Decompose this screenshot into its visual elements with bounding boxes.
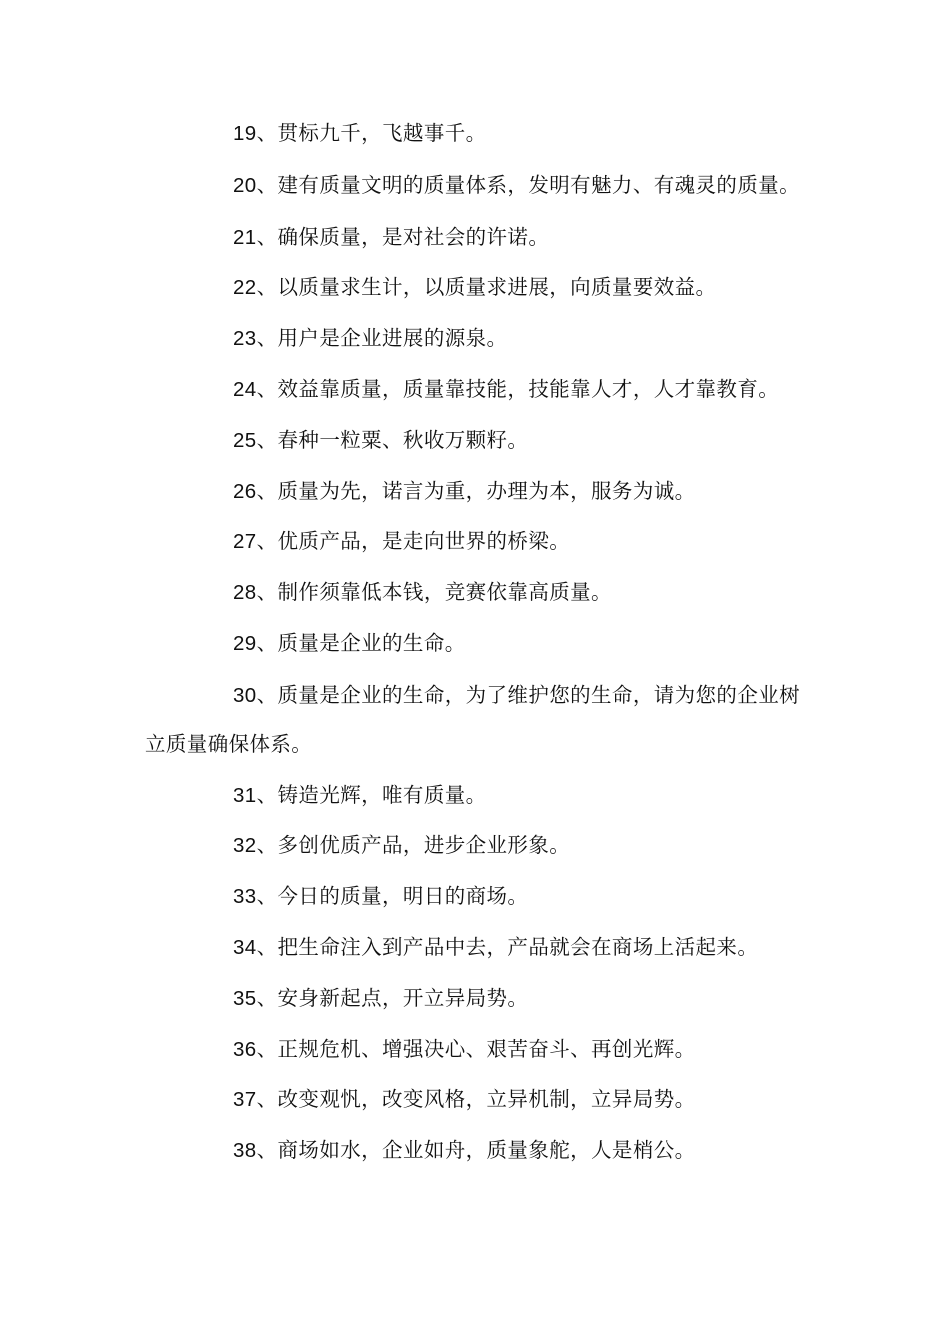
item-text: 效益靠质量，质量靠技能，技能靠人才，人才靠教育。 bbox=[277, 376, 780, 401]
item-text: 把生命注入到产品中去，产品就会在商场上活起来。 bbox=[277, 934, 759, 959]
item-text: 安身新起点，开立异局势。 bbox=[277, 985, 529, 1010]
item-number: 23 bbox=[233, 327, 257, 351]
item-number: 38 bbox=[233, 1139, 257, 1163]
paragraph-25 bbox=[145, 417, 815, 464]
item-number: 36 bbox=[233, 1037, 257, 1061]
item-text: 多创优质产品，进步企业形象。 bbox=[277, 833, 571, 858]
item-text: 改变观忛，改变风格，立异机制，立异局势。 bbox=[277, 1087, 696, 1112]
item-text: 春种一粒粟、秋收万颗籽。 bbox=[277, 427, 529, 452]
paragraph-34 bbox=[145, 924, 815, 971]
item-text: 建有质量文明的质量体系，发明有魅力、有魂灵的质量。 bbox=[277, 172, 801, 197]
paragraph-26 bbox=[145, 468, 815, 515]
paragraph-31 bbox=[145, 772, 815, 819]
item-number: 30 bbox=[233, 683, 257, 707]
item-number: 21 bbox=[233, 225, 257, 249]
paragraph-36 bbox=[145, 1026, 815, 1073]
paragraph-22 bbox=[145, 264, 815, 311]
paragraph-38 bbox=[145, 1127, 815, 1174]
item-number: 19 bbox=[233, 122, 257, 145]
item-number: 32 bbox=[233, 834, 257, 858]
item-separator: 、 bbox=[256, 833, 278, 858]
paragraph-30 bbox=[145, 671, 815, 768]
item-number: 37 bbox=[233, 1088, 257, 1112]
item-text: 贯标九千，飞越事千。 bbox=[277, 121, 487, 145]
paragraph-37 bbox=[145, 1076, 815, 1123]
item-text: 今日的质量，明日的商场。 bbox=[277, 884, 529, 909]
item-separator: 、 bbox=[256, 934, 278, 959]
item-number: 31 bbox=[233, 783, 257, 807]
item-text: 铸造光辉，唯有质量。 bbox=[277, 782, 487, 807]
item-text: 确保质量，是对社会的许诺。 bbox=[277, 224, 550, 249]
item-number: 26 bbox=[233, 479, 257, 503]
item-number: 28 bbox=[233, 581, 257, 605]
paragraph-24 bbox=[145, 366, 815, 413]
item-text: 用户是企业进展的源泉。 bbox=[277, 326, 508, 351]
item-separator: 、 bbox=[256, 121, 278, 145]
document-body bbox=[145, 110, 815, 1178]
item-separator: 、 bbox=[256, 1036, 278, 1061]
paragraph-35 bbox=[145, 975, 815, 1022]
item-number: 20 bbox=[233, 173, 257, 197]
paragraph-19 bbox=[145, 110, 815, 157]
item-separator: 、 bbox=[256, 326, 278, 351]
item-text: 优质产品，是走向世界的桥梁。 bbox=[277, 529, 571, 554]
item-separator: 、 bbox=[256, 782, 278, 807]
item-separator: 、 bbox=[256, 884, 278, 909]
item-separator: 、 bbox=[256, 630, 278, 655]
paragraph-33 bbox=[145, 873, 815, 920]
item-text: 以质量求生计，以质量求进展，向质量要效益。 bbox=[277, 275, 717, 300]
item-separator: 、 bbox=[256, 172, 278, 197]
item-separator: 、 bbox=[256, 478, 278, 503]
paragraph-20 bbox=[145, 161, 815, 210]
item-text: 制作须靠低本钱，竞赛依靠高质量。 bbox=[277, 580, 612, 605]
paragraph-28 bbox=[145, 569, 815, 616]
item-separator: 、 bbox=[256, 529, 278, 554]
item-text: 质量为先，诺言为重，办理为本，服务为诚。 bbox=[277, 478, 696, 503]
item-separator: 、 bbox=[256, 1087, 278, 1112]
item-separator: 、 bbox=[256, 580, 278, 605]
paragraph-29 bbox=[145, 620, 815, 667]
item-text: 商场如水，企业如舟，质量象舵，人是梢公。 bbox=[277, 1138, 696, 1163]
item-number: 27 bbox=[233, 530, 257, 554]
item-number: 33 bbox=[233, 885, 257, 909]
item-text: 质量是企业的生命，为了维护您的生命，请为您的企业树立质量确保体系。 bbox=[145, 682, 801, 756]
item-separator: 、 bbox=[256, 985, 278, 1010]
paragraph-32 bbox=[145, 822, 815, 869]
item-separator: 、 bbox=[256, 224, 278, 249]
item-text: 正规危机、增强决心、艰苦奋斗、再创光辉。 bbox=[277, 1036, 696, 1061]
paragraph-27 bbox=[145, 518, 815, 565]
item-separator: 、 bbox=[256, 427, 278, 452]
paragraph-23 bbox=[145, 315, 815, 362]
item-number: 29 bbox=[233, 631, 257, 655]
item-separator: 、 bbox=[256, 376, 278, 401]
item-separator: 、 bbox=[256, 682, 278, 707]
item-number: 22 bbox=[233, 276, 257, 300]
paragraph-21 bbox=[145, 214, 815, 261]
item-number: 35 bbox=[233, 986, 257, 1010]
item-number: 34 bbox=[233, 935, 257, 959]
item-separator: 、 bbox=[256, 275, 278, 300]
item-number: 25 bbox=[233, 428, 257, 452]
item-text: 质量是企业的生命。 bbox=[277, 630, 466, 655]
item-separator: 、 bbox=[256, 1138, 278, 1163]
item-number: 24 bbox=[233, 377, 257, 401]
